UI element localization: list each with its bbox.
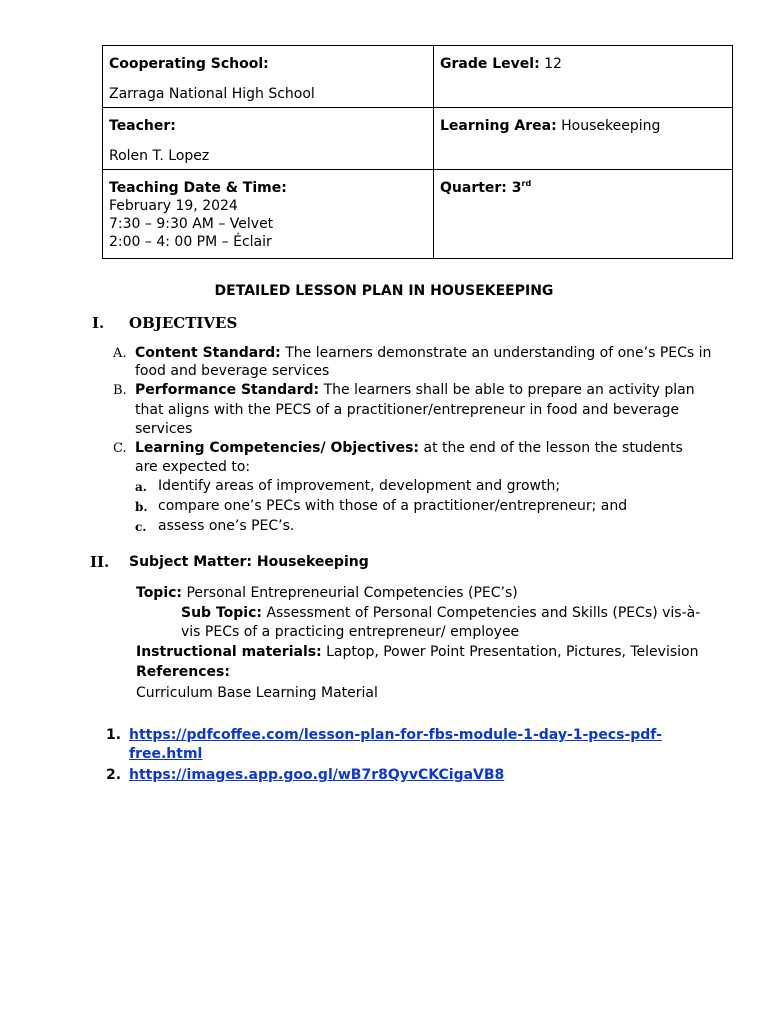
materials-line <box>136 642 698 662</box>
item-text: The learners demonstrate an understanding of one’s PECs in <box>285 345 712 361</box>
list-marker: A. <box>113 346 127 361</box>
grade-label: Grade Level: <box>440 56 540 72</box>
materials-value: Laptop, Power Point Presentation, Pictures, Television <box>326 644 699 660</box>
sublist-marker: a. <box>135 480 147 494</box>
quarter-superscript: rd <box>521 179 532 188</box>
sublist-marker: c. <box>135 520 147 534</box>
item-label: Learning Competencies/ Objectives: <box>135 440 420 456</box>
topic-line <box>136 583 518 603</box>
reference-link[interactable]: https://pdfcoffee.com/lesson-plan-for-fbs-module-1-day-1-pecs-pdf- <box>129 727 662 743</box>
area-cell <box>434 108 733 170</box>
list-marker: C. <box>113 441 127 456</box>
section-number: II. <box>90 553 110 571</box>
item-label: Performance Standard: <box>135 382 320 398</box>
area-value: Housekeeping <box>561 118 661 134</box>
references-label: References: <box>136 664 230 680</box>
references-value: Curriculum Base Learning Material <box>136 685 378 701</box>
subtopic-line <box>181 603 700 623</box>
list-marker: B. <box>113 383 127 398</box>
datetime-cell <box>103 170 434 259</box>
topic-value: Personal Entrepreneurial Competencies (PEC’s) <box>186 585 518 601</box>
subtopic-label: Sub Topic: <box>181 605 262 621</box>
item-text: food and beverage services <box>135 363 330 379</box>
item-text: are expected to: <box>135 459 251 475</box>
sublist-item: compare one’s PECs with those of a practitioner/entrepreneur; and <box>158 498 628 514</box>
reference-link[interactable]: https://images.app.goo.gl/wB7r8QyvCKCigaVB8 <box>129 767 505 783</box>
quarter-label: Quarter: 3 <box>440 180 522 196</box>
datetime-label: Teaching Date & Time: <box>109 180 287 196</box>
quarter-cell <box>434 170 733 259</box>
area-label: Learning Area: <box>440 118 557 134</box>
list-item <box>135 438 683 458</box>
section-heading: OBJECTIVES <box>129 314 238 332</box>
item-text: services <box>135 421 193 437</box>
item-text: at the end of the lesson the students <box>423 440 683 456</box>
item-label: Content Standard: <box>135 345 281 361</box>
datetime-line: 2:00 – 4: 00 PM – Éclair <box>109 234 272 250</box>
grade-cell <box>434 46 733 108</box>
section-number: I. <box>92 314 105 332</box>
grade-value: 12 <box>544 56 562 72</box>
sublist-item: Identify areas of improvement, development and growth; <box>158 478 561 494</box>
list-item <box>135 343 711 363</box>
subtopic-value: Assessment of Personal Competencies and Skills (PECs) vis-à- <box>266 605 701 621</box>
teacher-cell <box>103 108 434 170</box>
section-heading: Subject Matter: Housekeeping <box>129 554 369 570</box>
sublist-marker: b. <box>135 500 148 514</box>
teacher-label: Teacher: <box>109 118 176 134</box>
item-text: that aligns with the PECS of a practitioner/entrepreneur in food and beverage <box>135 402 680 418</box>
lesson-info-table <box>102 45 733 259</box>
school-cell <box>103 46 434 108</box>
school-label: Cooperating School: <box>109 56 269 72</box>
link-number: 2. <box>106 767 122 783</box>
reference-link[interactable]: free.html <box>129 746 203 762</box>
datetime-line: 7:30 – 9:30 AM – Velvet <box>109 216 274 232</box>
subtopic-value: vis PECs of a practicing entrepreneur/ employee <box>181 624 520 640</box>
document-title: DETAILED LESSON PLAN IN HOUSEKEEPING <box>214 283 554 299</box>
school-value: Zarraga National High School <box>109 86 315 102</box>
item-text: The learners shall be able to prepare an activity plan <box>323 382 695 398</box>
sublist-item: assess one’s PEC’s. <box>158 518 295 534</box>
datetime-line: February 19, 2024 <box>109 198 238 214</box>
link-number: 1. <box>106 727 122 743</box>
list-item <box>135 380 695 400</box>
topic-label: Topic: <box>136 585 183 601</box>
materials-label: Instructional materials: <box>136 644 322 660</box>
teacher-value: Rolen T. Lopez <box>109 148 210 164</box>
